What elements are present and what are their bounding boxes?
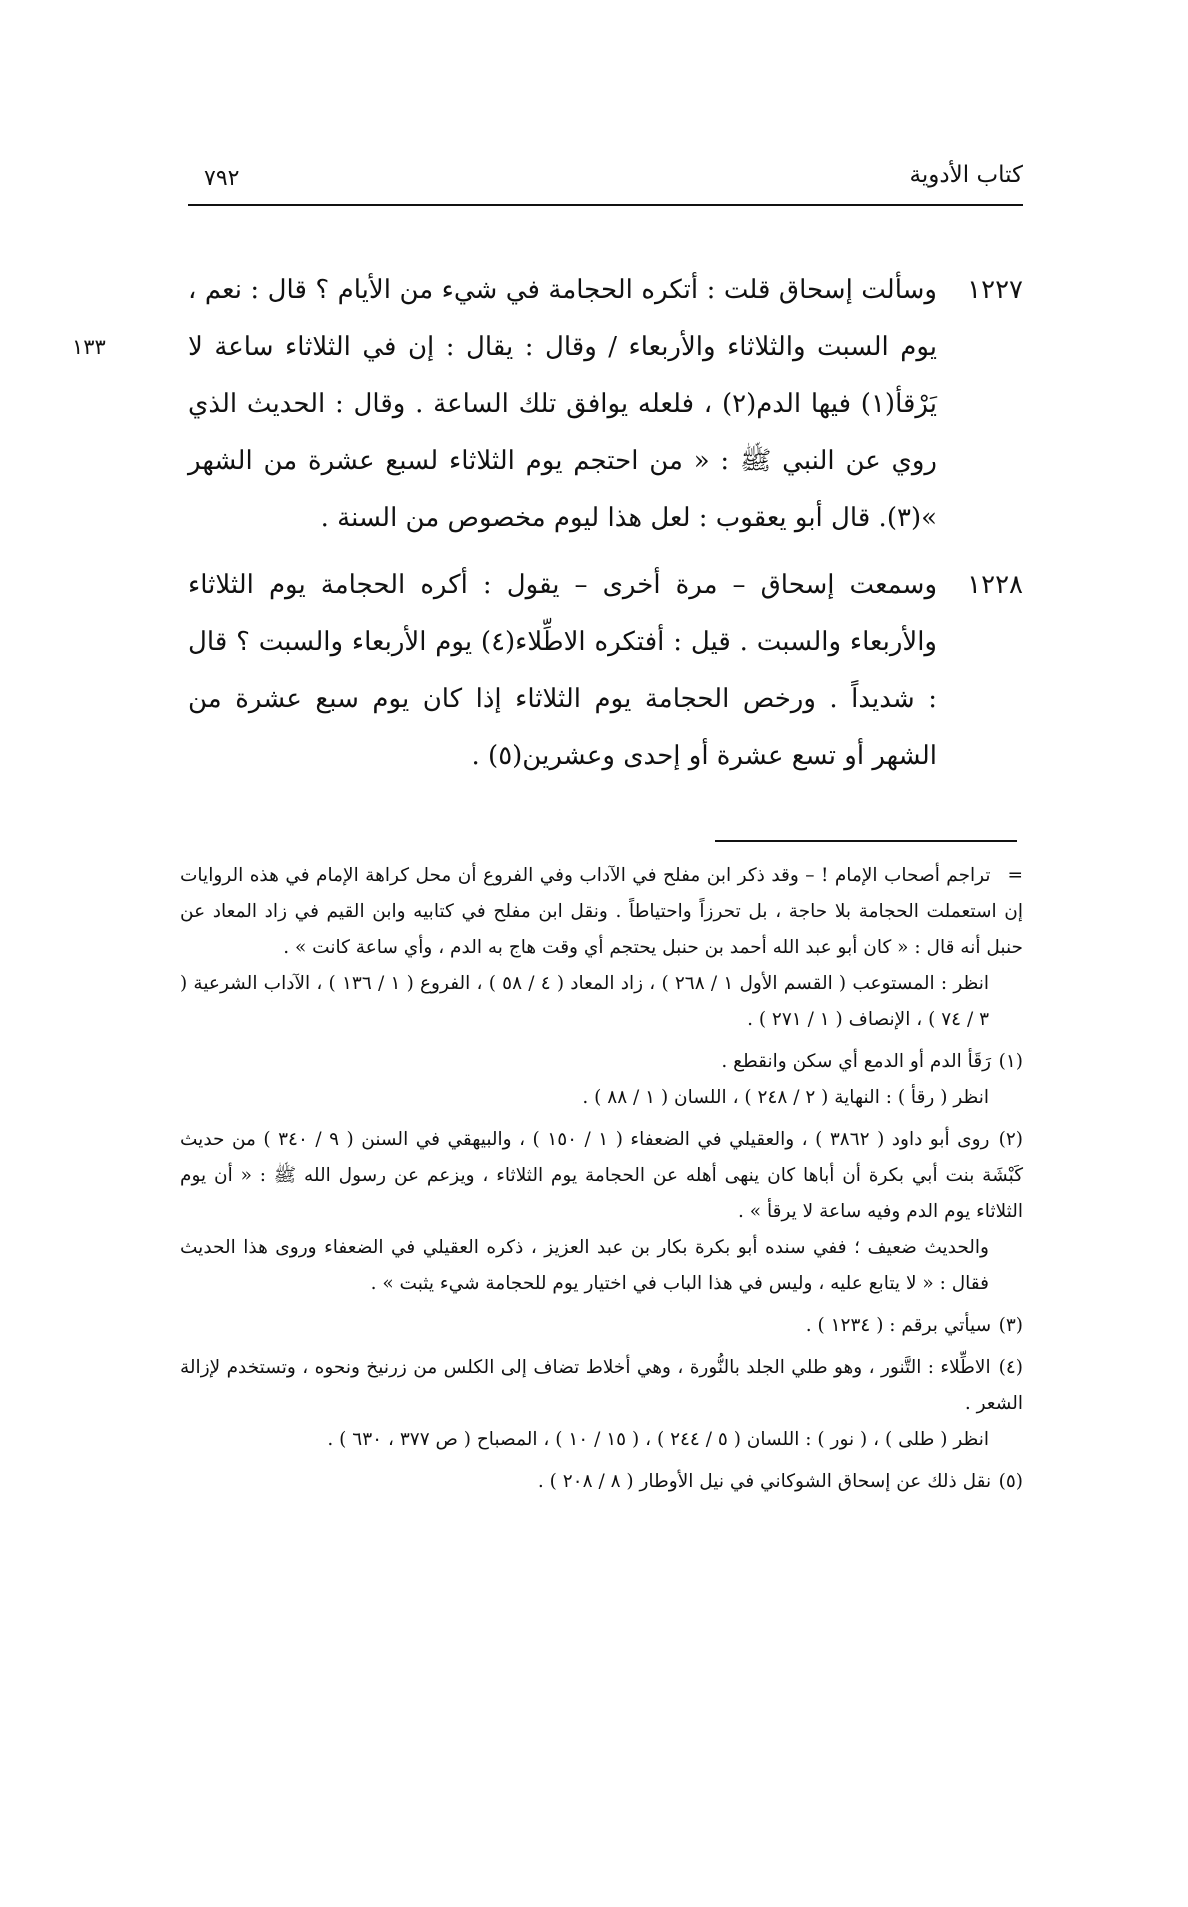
book-title: كتاب الأدوية [909,162,1023,188]
margin-reference: ١٣٣ [72,335,106,359]
footnote-text: روى أبو داود ( ٣٨٦٢ ) ، والعقيلي في الضعفاء ( ١ / ١٥٠ ) ، والبيهقي في السنن ( ٩ / ٣٤٠ ) من حديث كَبْشَة بنت أبي بكرة أن أباها كان ينهى أهله عن الحجامة يوم الثلاثاء ، ويزعم عن رسول الله ﷺ : « أن يوم الثلاثاء يوم الدم وفيه ساعة لا يرقأ » . [180,1129,1023,1222]
footnote-text: رَقَأ الدم أو الدمع أي سكن وانقطع . [721,1051,992,1072]
entry-1227 [188,262,1023,547]
page-header [188,160,1023,206]
footnote-continuation [180,858,1023,1038]
entry-number: ١٢٢٧ [967,275,1023,305]
footnotes [180,858,1023,1506]
entry-number: ١٢٢٨ [967,570,1023,600]
footnote-reference: انظر ( طلى ) ، ( نور ) : اللسان ( ٥ / ٢٤٤ ) ، ( ١٥ / ١٠ ) ، المصباح ( ص ٣٧٧ ، ٦٣٠ ) . [327,1429,989,1450]
footnote-separator [715,840,1017,842]
footnote-reference: انظر : المستوعب ( القسم الأول ١ / ٢٦٨ ) ، زاد المعاد ( ٤ / ٥٨ ) ، الفروع ( ١ / ١٣٦ ) ، الآداب الشرعية ( ٣ / ٧٤ ) ، الإنصاف ( ١ / ٢٧١ ) . [180,973,989,1030]
footnote-marker: (٣) [998,1315,1023,1336]
entry-text: وسمعت إسحاق – مرة أخرى – يقول : أكره الحجامة يوم الثلاثاء والأربعاء والسبت . قيل : أفتكره الاطِّلاء(٤) يوم الأربعاء والسبت ؟ قال : شديداً . ورخص الحجامة يوم الثلاثاء إذا كان يوم سبع عشرة من الشهر أو تسع عشرة أو إحدى وعشرين(٥) . [188,570,937,771]
footnote-reference: والحديث ضعيف ؛ ففي سنده أبو بكرة بكار بن عبد العزيز ، ذكره العقيلي في الضعفاء وروى هذا الحديث فقال : « لا يتابع عليه ، وليس في هذا الباب في اختيار يوم للحجامة شيء يثبت » . [180,1237,989,1294]
main-text [188,262,1023,795]
footnote-3 [180,1308,1023,1344]
footnote-marker: (٤) [998,1357,1023,1378]
footnote-1 [180,1044,1023,1116]
entry-1228 [188,557,1023,785]
footnote-2 [180,1122,1023,1302]
footnote-text: الاطِّلاء : التَّنور ، وهو طلي الجلد بالنُّورة ، وهي أخلاط تضاف إلى الكلس من زرنيخ ونحوه ، وتستخدم لإزالة الشعر . [180,1357,1023,1414]
footnote-text: تراجم أصحاب الإمام ! – وقد ذكر ابن مفلح في الآداب وفي الفروع أن محل كراهة الإمام في هذه الروايات إن استعملت الحجامة بلا حاجة ، بل تحرزاً واحتياطاً . ونقل ابن مفلح في كتابيه وابن القيم في زاد المعاد عن حنبل أنه قال : « كان أبو عبد الله أحمد بن حنبل يحتجم أي وقت هاج به الدم ، وأي ساعة كانت » . [180,865,1023,958]
footnote-text: نقل ذلك عن إسحاق الشوكاني في نيل الأوطار ( ٨ / ٢٠٨ ) . [537,1471,992,1492]
footnote-marker: (١) [998,1051,1023,1072]
footnote-marker: (٥) [998,1471,1023,1492]
footnote-text: سيأتي برقم : ( ١٢٣٤ ) . [805,1315,992,1336]
footnote-4 [180,1350,1023,1458]
page-number: ٧٩٢ [204,166,240,191]
entry-text: وسألت إسحاق قلت : أتكره الحجامة في شيء من الأيام ؟ قال : نعم ، يوم السبت والثلاثاء والأربعاء / وقال : يقال : إن في الثلاثاء ساعة لا يَرْقأ(١) فيها الدم(٢) ، فلعله يوافق تلك الساعة . وقال : الحديث الذي روي عن النبي ﷺ : « من احتجم يوم الثلاثاء لسبع عشرة من الشهر »(٣). قال أبو يعقوب : لعل هذا ليوم مخصوص من السنة . [188,275,937,533]
footnote-marker: (٢) [998,1129,1023,1150]
footnote-marker: = [1007,865,1023,886]
footnote-reference: انظر ( رقأ ) : النهاية ( ٢ / ٢٤٨ ) ، اللسان ( ١ / ٨٨ ) . [582,1087,989,1108]
footnote-5 [180,1464,1023,1500]
